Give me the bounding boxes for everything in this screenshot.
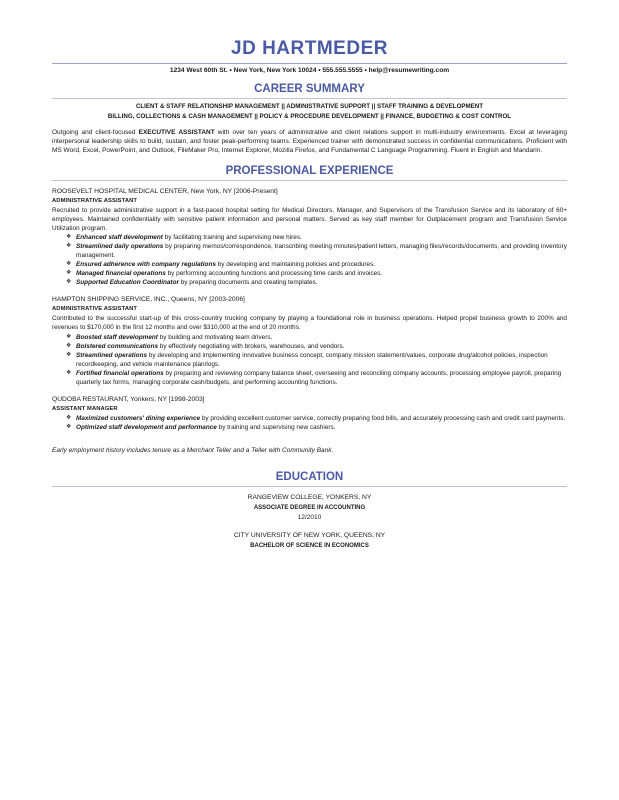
employer-line: ROOSEVELT HOSPITAL MEDICAL CENTER, New York, NY [2006-Present] (52, 187, 278, 195)
job-description: Recruited to provide administrative support in a fast-paced hospital setting for Medical Directors, Manager, and Supervisors of the Transfusion Service and its laboratory of 60+ employees. Maintained confidentiality with sensitive patient information and personal matters. Served as key staff member for Outplacement program and Transfusion Service Utilization program. (52, 206, 567, 233)
list-item (66, 423, 567, 432)
diamond-bullet-icon: ❖ (66, 270, 72, 277)
list-item (66, 269, 567, 278)
achievement-list (52, 414, 567, 432)
achievement-text: by building and motivating team drivers. (157, 333, 273, 341)
achievement-lead: Ensured adherence with company regulations (76, 261, 216, 269)
achievement-text: by preparing documents and creating templates. (178, 279, 318, 287)
job-entry (52, 395, 567, 432)
achievement-lead: Optimized staff development and performance (76, 423, 217, 431)
list-item (66, 260, 567, 269)
education-section (52, 470, 567, 551)
experience-title: PROFESSIONAL EXPERIENCE (225, 164, 394, 177)
achievement-text: by preparing and reviewing company balance sheet, overseeing and reconciling company accounts, processing employee payroll, preparing quarterly tax forms, managing corporate cash/budgets, and performing accounting functions. (76, 369, 562, 386)
section-divider (52, 486, 567, 487)
experience-section (52, 164, 567, 456)
summary-highlight: EXECUTIVE ASSISTANT (138, 129, 215, 136)
diamond-bullet-icon: ❖ (66, 369, 72, 376)
job-title: ADMINISTRATIVE ASSISTANT (52, 306, 138, 313)
job-title: ADMINISTRATIVE ASSISTANT (52, 197, 138, 204)
diamond-bullet-icon: ❖ (66, 333, 72, 340)
diamond-bullet-icon: ❖ (66, 243, 72, 250)
header-divider (52, 63, 567, 64)
degree-name: BACHELOR OF SCIENCE IN ECONOMICS (250, 542, 369, 549)
achievement-text: by providing excellent customer service, correctly preparing food bills, and accurately processing cash and credit card payments. (200, 414, 566, 422)
job-entry (52, 187, 567, 288)
list-item (66, 233, 567, 242)
list-item (66, 342, 567, 351)
diamond-bullet-icon: ❖ (66, 279, 72, 286)
employer-line: HAMPTON SHIPPING SERVICE, INC., Queens, NY [2003-2006] (52, 296, 245, 304)
achievement-lead: Maximized customers' dining experience (76, 414, 201, 422)
summary-paragraph (52, 128, 567, 156)
career-summary-section (52, 82, 567, 156)
achievement-lead: Streamlined operations (76, 351, 148, 359)
list-item (66, 278, 567, 287)
achievement-list (52, 333, 567, 387)
career-summary-title: CAREER SUMMARY (254, 83, 365, 95)
graduation-date: 12/2010 (297, 513, 322, 521)
achievement-text: by training and supervising new cashiers. (216, 423, 336, 431)
list-item (66, 414, 567, 423)
achievement-text: by developing and maintaining policies and procedures. (215, 261, 376, 269)
list-item (66, 333, 567, 342)
achievement-lead: Boosted staff development (76, 333, 158, 341)
education-entry (52, 493, 567, 523)
achievement-text: by preparing memos/correspondence, transcribing meeting minutes/patient letters, managing files/records/documents, and providing inventory management. (76, 243, 567, 260)
section-divider (52, 180, 567, 181)
diamond-bullet-icon: ❖ (66, 351, 72, 358)
achievement-lead: Fortified financial operations (76, 369, 164, 377)
achievement-lead: Managed financial operations (76, 270, 166, 278)
achievement-text: by effectively negotiating with brokers, warehouses, and vendors. (158, 342, 345, 350)
achievement-lead: Bolstered communications (76, 342, 159, 350)
achievement-lead: Enhanced staff development (76, 234, 163, 242)
achievement-text: by developing and implementing innovative business concept, company mission statement/values, corporate drug/alcohol policies, inspection recordkeeping, and vehicle maintenance plan/logs. (76, 351, 548, 368)
employer-line: QUDOBA RESTAURANT, Yonkers, NY [1998-2003] (52, 395, 205, 403)
achievement-text: by performing accounting functions and processing time cards and invoices. (165, 270, 383, 278)
diamond-bullet-icon: ❖ (66, 342, 72, 349)
list-item (66, 369, 567, 387)
school-name: RANGEVIEW COLLEGE, YONKERS, NY (247, 493, 372, 501)
contact-line: 1234 West 60th St. • New York, New York 10024 • 555.555.5555 • help@resumewriting.com (169, 67, 450, 74)
education-entry (52, 531, 567, 551)
diamond-bullet-icon: ❖ (66, 261, 72, 268)
education-title: EDUCATION (275, 470, 344, 483)
job-title: ASSISTANT MANAGER (52, 405, 118, 412)
job-entry (52, 295, 567, 386)
early-employment-note: Early employment history includes tenure as a Merchant Teller and a Teller with Community Bank. (52, 446, 334, 454)
diamond-bullet-icon: ❖ (66, 423, 72, 430)
degree-name: ASSOCIATE DEGREE IN ACCOUNTING (253, 504, 366, 511)
achievement-lead: Streamlined daily operations (76, 243, 164, 251)
diamond-bullet-icon: ❖ (66, 414, 72, 421)
section-divider (52, 98, 567, 99)
achievement-text: by facilitating training and supervising new hires. (162, 234, 302, 242)
school-name: CITY UNIVERSITY OF NEW YORK, QUEENS, NY (233, 531, 386, 539)
list-item (66, 351, 567, 369)
summary-text: with over ten years of administrative and client relations support in multi-industry environments. Excel at leveraging interpersonal leadership skills to build, sustain, and foster peak-performing teams. Experienced trainer with demonstrated success in confidential communications. Proficient with MS Word, Excel, PowerPoint, and Outlook, FileMaker Pro, Internet Explorer, Mozilla Firefox, and Fundamental C Language Programming. Fluent in English and Mandarin. (52, 129, 568, 155)
core-competencies-line: CLIENT & STAFF RELATIONSHIP MANAGEMENT || ADMINISTRATIVE SUPPORT || STAFF TRAINING & DEVELOPMENT (135, 103, 484, 110)
summary-text: Outgoing and client-focused (52, 129, 139, 136)
achievement-list (52, 233, 567, 287)
diamond-bullet-icon: ❖ (66, 234, 72, 241)
achievement-lead: Supported Education Coordinator (76, 279, 179, 287)
job-description: Contributed to the successful start-up of this cross-country trucking company by playing a foundational role in business operations. Helped propel business growth to 200% and revenues to $170,000 in the first 12 months and over $310,000 at the end of 20 months. (52, 315, 567, 332)
core-competencies-line: BILLING, COLLECTIONS & CASH MANAGEMENT || POLICY & PROCEDURE DEVELOPMENT || FINANCE, BUDGETING & COST CONTROL (107, 113, 512, 120)
candidate-name: JD HARTMEDER (231, 38, 388, 59)
list-item (66, 242, 567, 260)
